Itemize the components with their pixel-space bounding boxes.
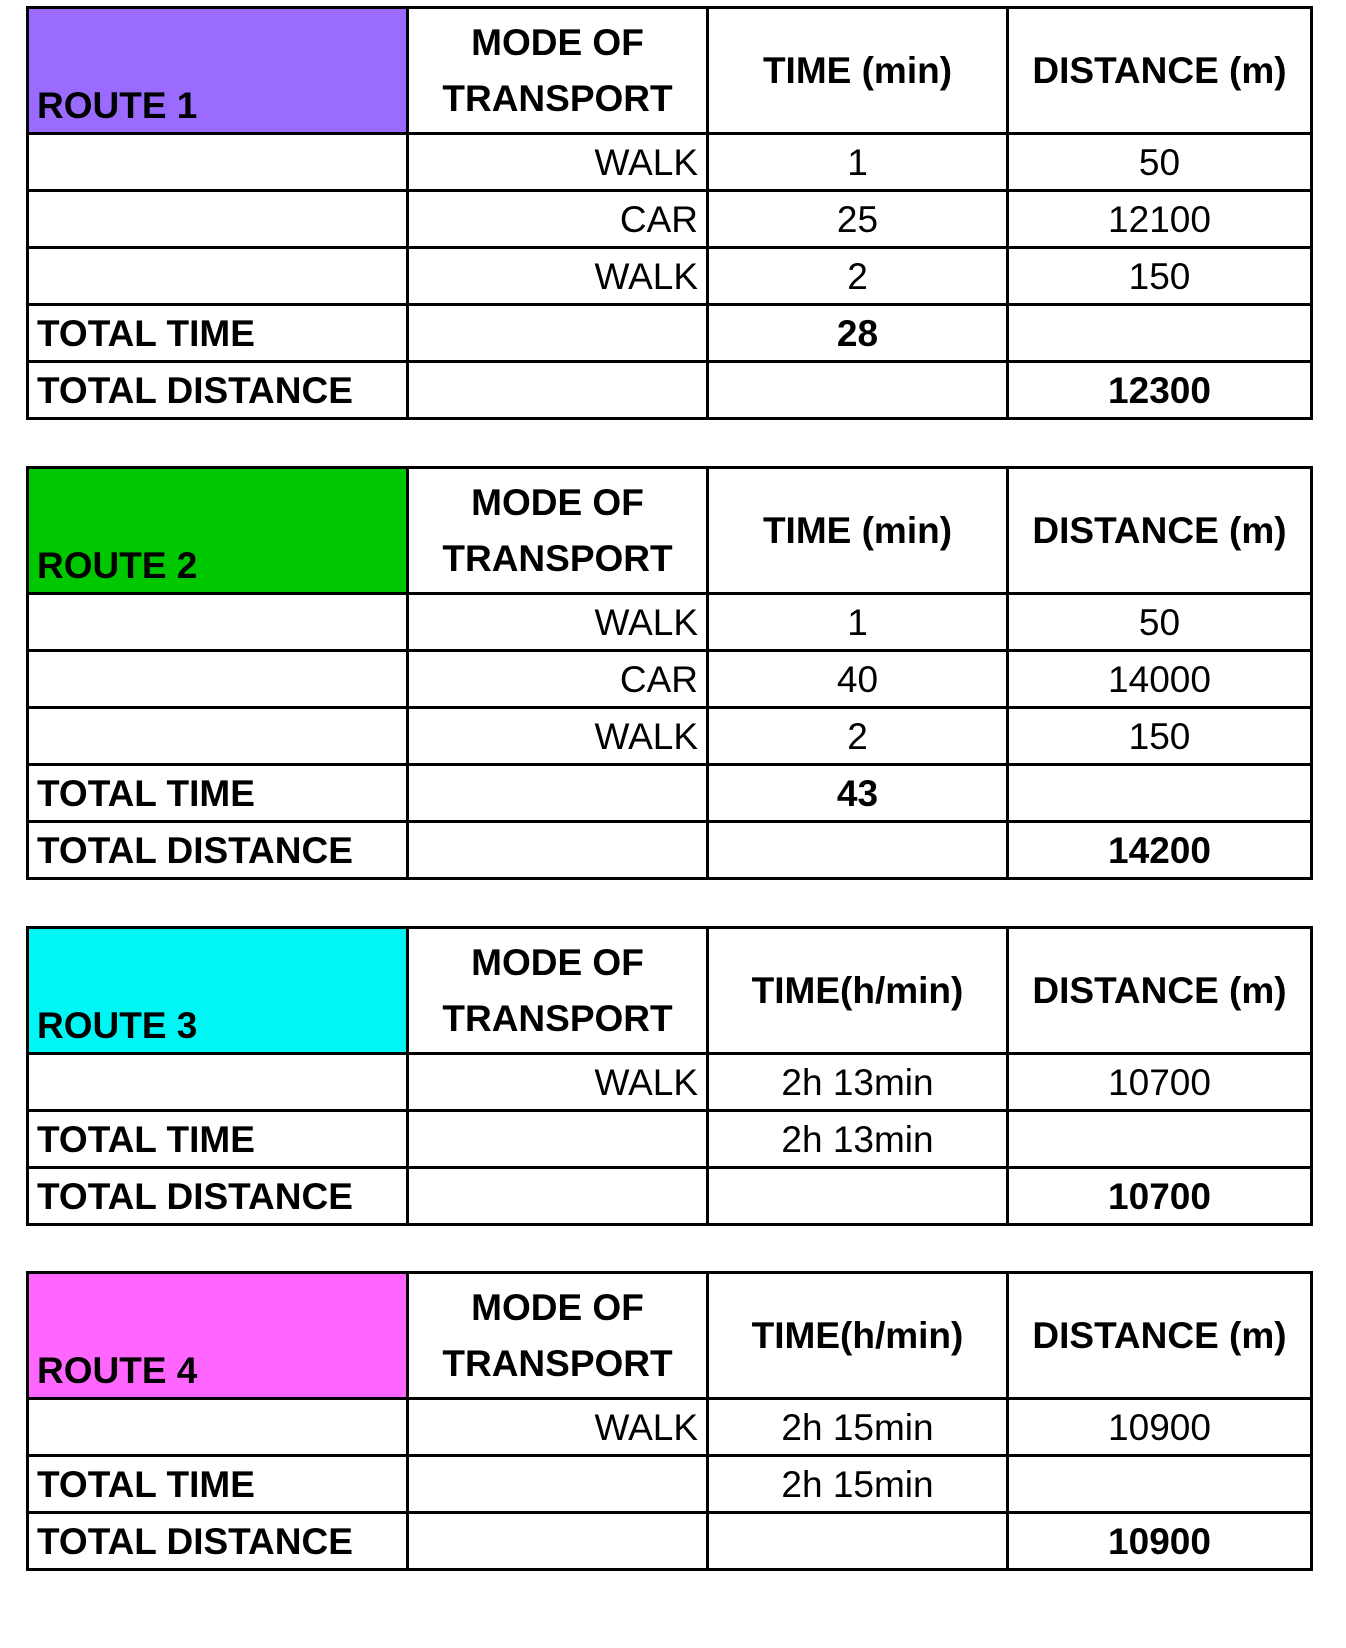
total-distance-row bbox=[28, 1513, 1312, 1570]
mode-of-transport-header bbox=[408, 468, 708, 594]
mode-header-line-1: MODE OF bbox=[471, 1287, 644, 1328]
leg-distance: 14000 bbox=[1008, 651, 1312, 708]
leg-mode: WALK bbox=[408, 1054, 708, 1111]
total-time-row bbox=[28, 765, 1312, 822]
total-distance-row bbox=[28, 362, 1312, 419]
total-time-row bbox=[28, 305, 1312, 362]
leg-row bbox=[28, 134, 1312, 191]
leg-time: 40 bbox=[708, 651, 1008, 708]
total-distance-value: 10700 bbox=[1008, 1168, 1312, 1225]
leg-row bbox=[28, 248, 1312, 305]
leg-time: 2 bbox=[708, 248, 1008, 305]
leg-time: 2 bbox=[708, 708, 1008, 765]
empty-cell bbox=[1008, 765, 1312, 822]
empty-cell bbox=[1008, 305, 1312, 362]
leg-mode: WALK bbox=[408, 1399, 708, 1456]
empty-cell bbox=[408, 1513, 708, 1570]
route-4-table bbox=[26, 1271, 1313, 1571]
empty-cell bbox=[28, 191, 408, 248]
route-4-header-row bbox=[28, 1273, 1312, 1399]
route-2-name: ROUTE 2 bbox=[28, 468, 408, 594]
leg-distance: 50 bbox=[1008, 594, 1312, 651]
leg-row bbox=[28, 191, 1312, 248]
total-time-value: 28 bbox=[708, 305, 1008, 362]
leg-mode: WALK bbox=[408, 134, 708, 191]
empty-cell bbox=[408, 305, 708, 362]
leg-row bbox=[28, 708, 1312, 765]
time-header: TIME(h/min) bbox=[708, 928, 1008, 1054]
empty-cell bbox=[408, 822, 708, 879]
route-4-name: ROUTE 4 bbox=[28, 1273, 408, 1399]
time-header: TIME(h/min) bbox=[708, 1273, 1008, 1399]
empty-cell bbox=[1008, 1111, 1312, 1168]
empty-cell bbox=[708, 1168, 1008, 1225]
empty-cell bbox=[28, 134, 408, 191]
total-distance-value: 14200 bbox=[1008, 822, 1312, 879]
total-distance-label: TOTAL DISTANCE bbox=[28, 822, 408, 879]
total-time-label: TOTAL TIME bbox=[28, 305, 408, 362]
mode-of-transport-header bbox=[408, 8, 708, 134]
leg-time: 25 bbox=[708, 191, 1008, 248]
distance-header: DISTANCE (m) bbox=[1008, 8, 1312, 134]
mode-of-transport-header bbox=[408, 928, 708, 1054]
time-header: TIME (min) bbox=[708, 468, 1008, 594]
route-2-header-row bbox=[28, 468, 1312, 594]
leg-mode: WALK bbox=[408, 594, 708, 651]
total-time-label: TOTAL TIME bbox=[28, 765, 408, 822]
mode-header-line-1: MODE OF bbox=[471, 482, 644, 523]
leg-distance: 50 bbox=[1008, 134, 1312, 191]
empty-cell bbox=[28, 1399, 408, 1456]
empty-cell bbox=[708, 822, 1008, 879]
total-time-value: 43 bbox=[708, 765, 1008, 822]
leg-time: 1 bbox=[708, 594, 1008, 651]
total-distance-label: TOTAL DISTANCE bbox=[28, 1168, 408, 1225]
total-time-row bbox=[28, 1456, 1312, 1513]
empty-cell bbox=[408, 362, 708, 419]
leg-row bbox=[28, 1399, 1312, 1456]
mode-header-line-2: TRANSPORT bbox=[442, 77, 673, 119]
route-1-table bbox=[26, 6, 1313, 420]
empty-cell bbox=[708, 362, 1008, 419]
empty-cell bbox=[28, 651, 408, 708]
mode-header-line-2: TRANSPORT bbox=[442, 1342, 673, 1384]
mode-header-line-2: TRANSPORT bbox=[442, 997, 673, 1039]
total-time-row bbox=[28, 1111, 1312, 1168]
distance-header: DISTANCE (m) bbox=[1008, 928, 1312, 1054]
leg-distance: 12100 bbox=[1008, 191, 1312, 248]
empty-cell bbox=[28, 594, 408, 651]
leg-row bbox=[28, 651, 1312, 708]
distance-header: DISTANCE (m) bbox=[1008, 1273, 1312, 1399]
leg-distance: 150 bbox=[1008, 248, 1312, 305]
leg-mode: WALK bbox=[408, 248, 708, 305]
empty-cell bbox=[28, 708, 408, 765]
leg-mode: CAR bbox=[408, 191, 708, 248]
empty-cell bbox=[28, 248, 408, 305]
leg-distance: 10900 bbox=[1008, 1399, 1312, 1456]
leg-time: 2h 13min bbox=[708, 1054, 1008, 1111]
distance-header: DISTANCE (m) bbox=[1008, 468, 1312, 594]
total-time-value: 2h 15min bbox=[708, 1456, 1008, 1513]
total-distance-value: 10900 bbox=[1008, 1513, 1312, 1570]
leg-time: 2h 15min bbox=[708, 1399, 1008, 1456]
route-3-header-row bbox=[28, 928, 1312, 1054]
leg-mode: CAR bbox=[408, 651, 708, 708]
mode-of-transport-header bbox=[408, 1273, 708, 1399]
total-distance-row bbox=[28, 822, 1312, 879]
mode-header-line-2: TRANSPORT bbox=[442, 537, 673, 579]
route-1-name: ROUTE 1 bbox=[28, 8, 408, 134]
leg-row bbox=[28, 1054, 1312, 1111]
total-distance-row bbox=[28, 1168, 1312, 1225]
total-distance-label: TOTAL DISTANCE bbox=[28, 362, 408, 419]
leg-time: 1 bbox=[708, 134, 1008, 191]
empty-cell bbox=[28, 1054, 408, 1111]
time-header: TIME (min) bbox=[708, 8, 1008, 134]
route-2-table bbox=[26, 466, 1313, 880]
leg-distance: 150 bbox=[1008, 708, 1312, 765]
route-3-table bbox=[26, 926, 1313, 1226]
leg-row bbox=[28, 594, 1312, 651]
leg-mode: WALK bbox=[408, 708, 708, 765]
empty-cell bbox=[1008, 1456, 1312, 1513]
total-distance-value: 12300 bbox=[1008, 362, 1312, 419]
empty-cell bbox=[708, 1513, 1008, 1570]
total-time-value: 2h 13min bbox=[708, 1111, 1008, 1168]
route-3-name: ROUTE 3 bbox=[28, 928, 408, 1054]
total-time-label: TOTAL TIME bbox=[28, 1456, 408, 1513]
mode-header-line-1: MODE OF bbox=[471, 942, 644, 983]
leg-distance: 10700 bbox=[1008, 1054, 1312, 1111]
empty-cell bbox=[408, 1456, 708, 1513]
total-distance-label: TOTAL DISTANCE bbox=[28, 1513, 408, 1570]
empty-cell bbox=[408, 1111, 708, 1168]
empty-cell bbox=[408, 765, 708, 822]
mode-header-line-1: MODE OF bbox=[471, 22, 644, 63]
route-1-header-row bbox=[28, 8, 1312, 134]
empty-cell bbox=[408, 1168, 708, 1225]
total-time-label: TOTAL TIME bbox=[28, 1111, 408, 1168]
